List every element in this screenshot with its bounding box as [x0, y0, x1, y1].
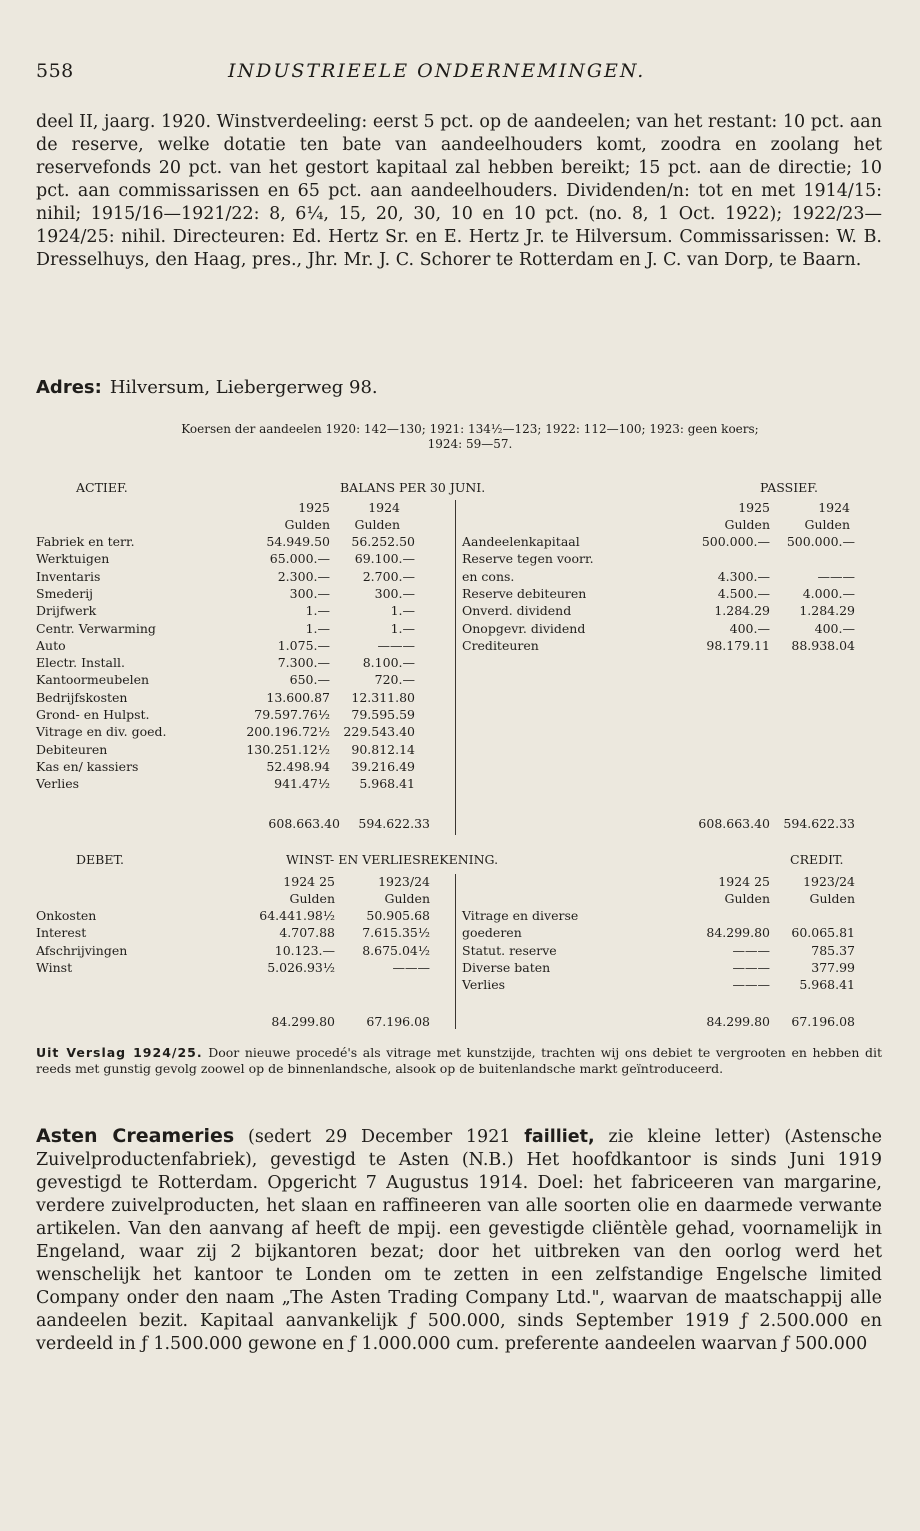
address-label: Adres: [36, 377, 102, 398]
address-line [36, 377, 378, 398]
running-title: INDUSTRIEELE ONDERNEMINGEN. [228, 60, 646, 82]
actief-row-value: 650.— [289, 672, 330, 688]
actief-row-label: Debiteuren [36, 741, 108, 757]
passief-row-value: 400.— [729, 620, 770, 636]
actief-row-label: Drijfwerk [36, 603, 97, 619]
actief-row-value: 1.— [390, 603, 415, 619]
debet-row-value: 50.905.68 [366, 908, 430, 923]
actief-row-value: 39.216.49 [351, 758, 415, 774]
actief-row-label: Kas en/ kassiers [36, 758, 139, 774]
page-number: 558 [36, 60, 74, 82]
passief-row-label: Reserve tegen voorr. [462, 551, 594, 567]
passief-row-value: 4.000.— [802, 585, 855, 601]
total-credit-2: 67.196.08 [791, 1014, 855, 1029]
actief-row-label: Verlies [36, 776, 80, 792]
share-prices [60, 422, 880, 452]
actief-row-value: 229.543.40 [343, 724, 415, 740]
column-rule [455, 874, 456, 1029]
debet-row-value: 4.707.88 [279, 925, 335, 941]
credit-row-label: Diverse baten [462, 959, 551, 975]
balance-heading-title: BALANS PER 30 JUNI. [340, 480, 486, 495]
share-prices-line2: 1924: 59—57. [427, 437, 513, 451]
debet-row-value: 64.441.98½ [259, 908, 335, 923]
passief-row-value: 98.179.11 [706, 637, 770, 653]
actief-row-label: Centr. Verwarming [36, 620, 156, 636]
credit-row-value: ——— [732, 942, 770, 958]
pnl-year-2: 1923/24 [803, 874, 855, 889]
actief-row-value: 300.— [374, 585, 415, 601]
passief-row-label: Reserve debiteuren [462, 585, 587, 601]
total-debet-2: 67.196.08 [366, 1014, 430, 1029]
actief-row-value: 65.000.— [269, 551, 330, 567]
debet-row-label: Onkosten [36, 908, 97, 923]
report-note-label: Uit Verslag 1924/25. [36, 1045, 203, 1060]
pnl-heading-title: WINST- EN VERLIESREKENING. [286, 852, 499, 867]
entry-text-2: zie kleine letter) (Astensche Zuivelproductenfabriek), gevestigd te Asten (N.B.) Het hoofdkantoor is sinds Juni 1919 gevestigd te Rotterdam. Opgericht 7 Augustus 1914. Doel: het fabriceeren van margarine, verdere zuivelproducten, het slaan en raffineeren van alle soorten olie en daarmede verwante artikelen. Van den aanvang af heeft de mpij. een gevestigde cliëntèle gehad, voornamelijk in Engeland, waar zij 2 bijkantoren bezat; door het uitbreken van den oorlog werd het wenschelijk het kantoor te Londen om te zetten in een zelfstandige Engelsche limited Company onder den naam „The Asten Trading Company Ltd.", waarvan de maatschappij alle aandeelen bezit. Kapitaal aanvankelijk ƒ 500.000, sinds September 1919 ƒ 2.500.000 en verdeeld in ƒ 1.500.000 gewone en ƒ 1.000.000 cum. preferente aandeelen waarvan ƒ 500.000 [36, 1127, 882, 1354]
passief-row-label: Onverd. dividend [462, 603, 572, 619]
balance-unit: Gulden [804, 517, 850, 532]
credit-row-label: Statut. reserve [462, 942, 557, 958]
actief-row-value: 300.— [289, 585, 330, 601]
balance-year-1924: 1924 [368, 500, 400, 515]
actief-row-value: ——— [377, 637, 415, 653]
actief-row-label: Bedrijfskosten [36, 689, 128, 705]
passief-row-value: 88.938.04 [791, 637, 855, 653]
balance-year-1925: 1925 [738, 500, 770, 515]
passief-row-label: Aandeelenkapitaal [462, 534, 580, 549]
actief-row-label: Kantoormeubelen [36, 672, 150, 688]
entry-text-1: (sedert 29 December 1921 [248, 1127, 511, 1147]
actief-row-value: 52.498.94 [266, 758, 330, 774]
report-note-text: Door nieuwe procedé's als vitrage met kunstzijde, trachten wij ons debiet te vergrooten en hebben dit reeds met gunstig gevolg zoowel op de binnenlandsche, alsook op de buitenlandsche markt geïntroduceerd. [36, 1045, 882, 1076]
total-credit-1: 84.299.80 [706, 1014, 770, 1029]
debet-row-value: ——— [392, 959, 430, 975]
pnl-unit: Gulden [384, 891, 430, 906]
actief-row-label: Werktuigen [36, 551, 110, 567]
actief-row-value: 1.075.— [277, 637, 330, 653]
total-actief-1925: 608.663.40 [268, 816, 340, 831]
total-debet-1: 84.299.80 [271, 1014, 335, 1029]
actief-row-value: 720.— [374, 672, 415, 688]
actief-row-value: 2.300.— [277, 568, 330, 584]
company-name: Asten Creameries [36, 1125, 235, 1147]
credit-row-label: Vitrage en diverse [462, 908, 579, 923]
balance-year-1924: 1924 [818, 500, 850, 515]
passief-row-value: 1.284.29 [714, 603, 770, 619]
actief-row-value: 13.600.87 [266, 689, 330, 705]
debet-row-value: 5.026.93½ [267, 959, 335, 975]
passief-row-value: 500.000.— [786, 534, 855, 549]
pnl-heading-credit: CREDIT. [790, 852, 844, 867]
credit-row-value: 84.299.80 [706, 925, 770, 941]
actief-row-value: 56.252.50 [351, 534, 415, 549]
asten-creameries-entry [36, 1125, 882, 1356]
actief-row-label: Grond- en Hulpst. [36, 707, 150, 722]
actief-row-label: Fabriek en terr. [36, 534, 135, 549]
actief-row-value: 130.251.12½ [246, 741, 330, 757]
passief-row-label: Crediteuren [462, 637, 539, 653]
failliet-label: failliet, [524, 1127, 595, 1147]
credit-row-value: 785.37 [811, 942, 855, 958]
company-description: deel II, jaarg. 1920. Winstverdeeling: eerst 5 pct. op de aandeelen; van het restant: 10 pct. aan de reserve, welke dotatie ten bate van aandeelhouders komt, zoodra en zoolang het reservefonds 20 pct. van het gestort kapitaal zal hebben bereikt; 15 pct. aan de directie; 10 pct. aan commissarissen en 65 pct. aan aandeelhouders. Dividenden/n: tot en met 1914/15: nihil; 1915/16—1921/22: 8, 6¼, 15, 20, 30, 10 en 10 pct. (no. 8, 1 Oct. 1922); 1922/23—1924/25: nihil. Directeuren: Ed. Hertz Sr. en E. Hertz Jr. te Hilversum. Commissarissen: W. B. Dresselhuys, den Haag, pres., Jhr. Mr. J. C. Schorer te Rotterdam en J. C. van Dorp, te Baarn. [36, 112, 882, 270]
debet-row-value: 10.123.— [274, 942, 335, 958]
balance-heading-passief: PASSIEF. [760, 480, 818, 495]
actief-row-value: 941.47½ [274, 776, 330, 792]
actief-row-value: 12.311.80 [351, 689, 415, 705]
balance-unit: Gulden [354, 517, 400, 532]
credit-row-value: 5.968.41 [799, 977, 855, 993]
debet-row-label: Winst [36, 959, 73, 975]
passief-row-value: 500.000.— [701, 534, 770, 549]
debet-row-label: Interest [36, 925, 87, 941]
actief-row-value: 5.968.41 [359, 776, 415, 792]
column-rule [455, 500, 456, 835]
debet-row-value: 8.675.04½ [362, 942, 430, 958]
passief-row-value: 400.— [814, 620, 855, 636]
credit-row-value: 60.065.81 [791, 925, 855, 941]
share-prices-line1: Koersen der aandeelen 1920: 142—130; 1921: 134½—123; 1922: 112—100; 1923: geen koers; [181, 422, 759, 436]
credit-row-label: Verlies [462, 977, 506, 993]
credit-row-value: 377.99 [811, 959, 855, 975]
pnl-unit: Gulden [809, 891, 855, 906]
balance-unit: Gulden [284, 517, 330, 532]
actief-row-value: 200.196.72½ [246, 724, 330, 740]
actief-row-value: 2.700.— [362, 568, 415, 584]
pnl-unit: Gulden [289, 891, 335, 906]
actief-row-value: 90.812.14 [351, 741, 415, 757]
address-text: Hilversum, Liebergerweg 98. [109, 377, 378, 398]
total-actief-1924: 594.622.33 [358, 816, 430, 831]
actief-row-value: 1.— [305, 603, 330, 619]
actief-row-value: 1.— [305, 620, 330, 636]
passief-row-value: ——— [817, 568, 855, 584]
actief-row-label: Inventaris [36, 568, 101, 584]
total-passief-1925: 608.663.40 [698, 816, 770, 831]
actief-row-value: 79.595.59 [351, 707, 415, 722]
actief-row-value: 8.100.— [362, 655, 415, 671]
credit-row-value: ——— [732, 977, 770, 993]
actief-row-value: 7.300.— [277, 655, 330, 671]
debet-row-label: Afschrijvingen [36, 942, 128, 958]
pnl-heading-debet: DEBET. [76, 852, 124, 867]
passief-row-value: 4.300.— [717, 568, 770, 584]
passief-row-value: 1.284.29 [799, 603, 855, 619]
passief-row-label: en cons. [462, 568, 515, 584]
credit-row-label: goederen [462, 925, 522, 941]
balance-heading-actief: ACTIEF. [76, 480, 128, 495]
actief-row-label: Smederij [36, 585, 94, 601]
actief-row-label: Electr. Install. [36, 655, 125, 671]
passief-row-value: 4.500.— [717, 585, 770, 601]
balance-year-1925: 1925 [298, 500, 330, 515]
actief-row-value: 79.597.76½ [254, 707, 330, 722]
report-note [36, 1045, 882, 1077]
pnl-unit: Gulden [724, 891, 770, 906]
actief-row-value: 69.100.— [354, 551, 415, 567]
pnl-year-1: 1924 25 [283, 874, 335, 889]
actief-row-label: Vitrage en div. goed. [36, 724, 167, 740]
pnl-year-2: 1923/24 [378, 874, 430, 889]
total-passief-1924: 594.622.33 [783, 816, 855, 831]
credit-row-value: ——— [732, 959, 770, 975]
actief-row-label: Auto [36, 637, 66, 653]
pnl-year-1: 1924 25 [718, 874, 770, 889]
actief-row-value: 1.— [390, 620, 415, 636]
debet-row-value: 7.615.35½ [362, 925, 430, 941]
passief-row-label: Onopgevr. dividend [462, 620, 586, 636]
balance-unit: Gulden [724, 517, 770, 532]
actief-row-value: 54.949.50 [266, 534, 330, 549]
